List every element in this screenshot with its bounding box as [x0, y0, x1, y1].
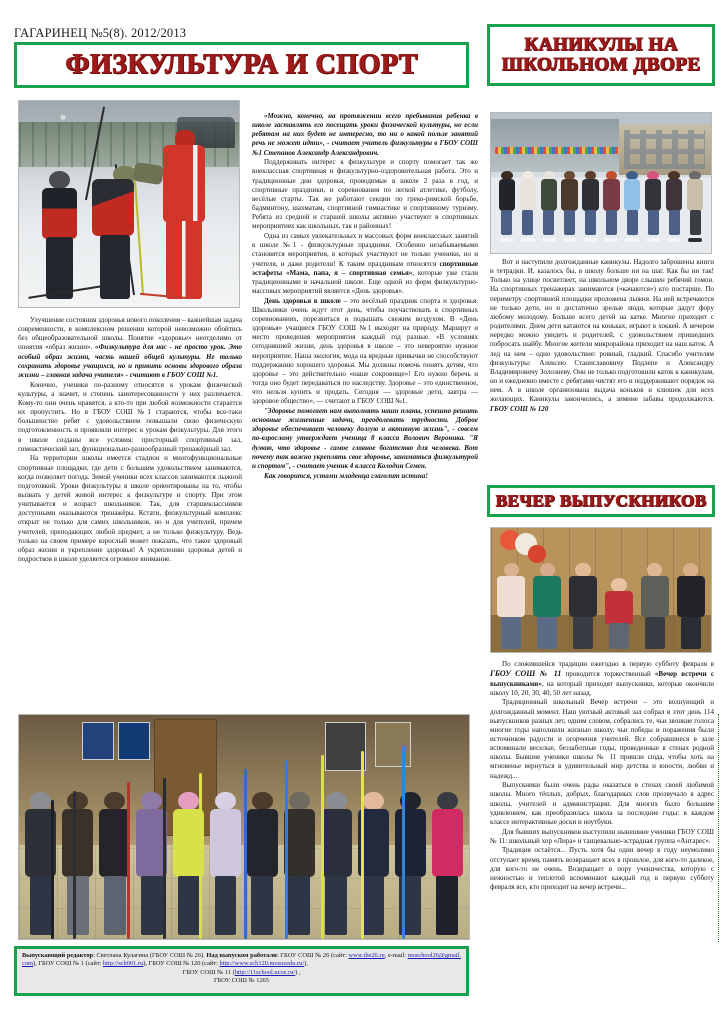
teacher-figure	[160, 130, 211, 299]
paragraph-quote: "Здоровье помогает нам выполнять наши планы, успешно решать основные жизненные задачи, преодолевать трудности. Доброе здоровье обеспечивает человеку долгую и активную жизнь", - совсем по-взрослому утверждает ученица 8 класса Волович Вероника. "Я думаю, что здоровье - самое главное богатство для человека. Вот почему так важно укреплять свое здоровье, заниматься физкультурой и спортом", - считает ученик 4 класса Колодин Семен.	[252, 407, 478, 470]
ski	[163, 778, 166, 939]
link-school11-site[interactable]: http://11school.ucoz.ru/	[234, 968, 296, 976]
headline-holidays-line2: ШКОЛЬНОМ ДВОРЕ	[501, 54, 701, 75]
garland-lights	[495, 147, 618, 154]
person-figure	[531, 563, 563, 650]
paragraph: День здоровья в школе – это весёлый праздник спорта и здоровья. Школьники очень ждут этот день, чтобы поучаствовать в спортивных соревнованиях, порезвиться и подышать свежим воздухом. В «День здоровья» учащиеся ГБОУ СОШ №1 выходят на природу. Маршрут и место проведения мероприятия каждый год разные. «В условиях сегодняшней жизни, день здоровья в школе – это невероятно нужное мероприятие. Наша экология, мода на вредные привычки не способствуют поддержанию хорошего здоровья. Мы должны помочь понять детям, что здоровье – это действительно «наше сокровище»! Его нужно беречь и тогда оно будет передаваться по наследству. Здоровье – это единственное, что нельзя купить и продать. Сегодня — здоровые дети, завтра — здоровое общество», — считают в ГБОУ СОШ №1.	[252, 296, 478, 406]
headline-banner-holidays	[487, 24, 715, 86]
headline-banner-sport	[14, 42, 469, 88]
skater-figure	[665, 171, 683, 241]
link-school120-site[interactable]: http://www.sch120.mosuzedu.ru/	[219, 960, 305, 968]
paragraph: По сложившейся традиции ежегодно в первую субботу февраля в ГБОУ СОШ № 11 проводится торжественный «Вечер встречи с выпускниками», на который приходят выпускники, которые окончили школу 10, 20, 30, 40, 50 лет назад.	[490, 660, 714, 697]
person-figure	[675, 563, 707, 650]
ski	[51, 800, 54, 939]
editor-label: Выпускающий редактор	[22, 952, 94, 959]
team-label: Над выпуском работали	[206, 952, 277, 959]
link-school26-site[interactable]: www.the26.ru	[348, 952, 385, 959]
paragraph-quote: «Можно, конечно, на протяжении всего пребывания ребенка в школе заставлять его посещать уроки физической культуры, но если ребятам на них будет не интересно, то ни о какой пользе занятий речь не может идти», - считает учитель физкультуры в ГБОУ СОШ №1 Степанов Александр Александрович.	[252, 112, 478, 157]
headline-sport-text: ФИЗКУЛЬТУРА И СПОРТ	[65, 49, 418, 81]
headline-banner-graduates	[487, 485, 715, 517]
ski	[244, 769, 247, 939]
page-edge-rule	[718, 714, 719, 942]
skater-figure	[602, 171, 620, 241]
skater-figure	[539, 171, 557, 241]
headline-holidays-line1: КАНИКУЛЫ НА	[524, 34, 678, 56]
skater-figure	[519, 171, 537, 241]
footer-line-3: ГБОУ СОШ № 1265	[213, 977, 270, 985]
ski	[402, 746, 405, 939]
paragraph: Традиция остаётся... Пусть хотя бы один вечер в году неумолимо отступает время, память возвращает всех в прошлое, для кого-то далекое, для кого-то не очень. Возвращает в пору ученичества, которую с нежностью и теплотой вспоминают каждый год в первую субботу февраля все, кто приходит на вечер встречи...	[490, 846, 714, 891]
masthead-issue-line: ГАГАРИНЕЦ №5(8). 2012/2013	[14, 26, 187, 40]
paragraph: Выпускники были очень рады оказаться в стенах своей любимой школы. Много тёплых, добрых, благодарных слов прозвучало в адрес школы, учителей и администрации. Для многих было большим удивлением, как преобразилась школа за последние годы: в каждом классе интерактивные доски и ноутбуки.	[490, 781, 714, 826]
person-figure	[567, 563, 599, 650]
footer-line-1: Выпускающий редактор: Светлана Кулагина (ГБОУ СОШ № 26). Над выпуском работали: ГБОУ СОШ № 26 (сайт: www.the26.ru, e-mail: moschool26@gmail.com), ГБОУ СОШ № 1 (сайт: http://sch001.ru), ГБОУ СОШ № 120 (сайт: http://www.sch120.mosuzedu.ru/),	[22, 952, 461, 968]
paragraph-quote: Как говорится, устами младенца глаголит истина!	[264, 471, 429, 480]
paragraph: Вот и наступили долгожданные каникулы. Надолго заброшены книги и тетрадки. И, казалось бы, в школу больше ни на шаг. Как бы ни так! Только на улице посветлеет, на школьном дворе слышен ребячий гомон. На спортивных тренажерах занимаются («качаются») кто постарше. По периметру спортивной площадки проложена лыжня. На ней встречаются не только дети, но и достаточно зрелые люди, которые дадут фору любому молодому. Больше всего детей на катке. Многие приходит с родителями. Днем дети катаются на коньках, играют в хоккей. А вечером нередко можно увидеть и родителей, с удовольствием пришедших побросать шайбу. Многие жители микрорайона приходит на наш каток. А лед на нем – одно удовольствие: ровный, гладкий. Спасибо учителям физкультуры: Алексею Станиславовичу Подлепе и Александру Владимировичу Золозневу. Они не только подготовили каток к каникулам, но и ежедневно вместе с ребятами чистят его и поддерживают порядок на нем. А в школе организована выдача коньков и клюшек для всех желающих. Каникулы закончились, а зимние забавы продолжаются. ГБОУ СОШ № 120	[490, 258, 714, 413]
ski	[321, 755, 324, 939]
article-column-left	[18, 316, 242, 565]
paragraph: Улучшение состояния здоровья нового поколения – важнейшая задача современности, в комплексном решении которой невозможно обойтись без общеобразовательной школы. Понятие «здоровье» неотделимо от понятия «образ жизни». «Физкультура для нас - не просто урок. Это особый образ жизни, часть нашей общей культуры. Не только сохранить здоровье учащихся, но и привить основы здорового образа жизни – главная задача учителя» - считают в ГБОУ СОШ №1.	[18, 316, 242, 379]
child-figure	[430, 792, 464, 935]
ski	[127, 782, 130, 939]
person-figure	[495, 563, 527, 650]
child-figure	[393, 792, 427, 935]
skater-figure	[623, 171, 641, 241]
headline-holidays-text	[502, 35, 701, 75]
photo-graduates-evening	[490, 527, 712, 653]
footer-line-2: ГБОУ СОШ № 11 (http://11school.ucoz.ru/) ,	[182, 968, 301, 976]
link-school1-site[interactable]: http://sch001.ru	[102, 960, 144, 968]
skater-figure	[560, 171, 578, 241]
team-value: : ГБОУ СОШ № 26 (сайт:	[276, 952, 349, 959]
child-figure	[208, 792, 242, 935]
headline-graduates-text: ВЕЧЕР ВЫПУСКНИКОВ	[495, 491, 707, 511]
paragraph: Для бывших выпускников выступили нынешние ученики ГБОУ СОШ № 11: школьный хор «Лира» и танцевально-эстрадная группа «Антарес».	[490, 827, 714, 845]
ski	[285, 760, 288, 939]
child-figure	[245, 792, 279, 935]
article-column-middle	[252, 112, 478, 481]
paragraph: Традиционный школьный Вечер встречи – это волнующий и долгожданный момент. Наш уютный актовый зал собрал в этот день 114 выпускников разных лет, одним словом, собрались те, чьи звонкие голоса многие годы наполнили жизнью школу, чьи победы и поражения были источником радости и огорчения учителей. Все собравшиеся в зале вспоминали веселые, беззаботные годы, проведенные в стенах родной школы. Бывшие ученики школы № 11 пришли сюда, чтобы хоть на мгновенье вернуться в удивительный мир детства и юности, любви и надежд...	[490, 698, 714, 780]
article-column-graduates	[490, 660, 714, 893]
photo-children-with-skis-content	[19, 715, 469, 939]
photo-skaters-on-rink	[490, 112, 712, 254]
link-school26-email[interactable]: moschool26@gmail.com	[22, 952, 461, 968]
footer-credits-box	[14, 946, 469, 996]
skater-figure	[686, 171, 704, 241]
ski	[361, 751, 364, 939]
graduates-group	[495, 555, 706, 649]
photo-children-with-skis	[18, 714, 470, 940]
school-signature: ГБОУ СОШ № 120	[490, 404, 549, 413]
student-figure	[41, 171, 78, 299]
ski	[199, 773, 202, 939]
photo-ski-lesson	[18, 100, 240, 308]
ski	[73, 791, 76, 939]
skater-figure	[644, 171, 662, 241]
child-figure	[603, 563, 635, 650]
paragraph: Поддерживать интерес к физкультуре и спорту помогает так же внеклассная спортивная и физкультурно-оздоровительная работа. Это и традиционные дни здоровья, проводимые в школе 2 раза в год, и спортивные праздники, и соревнования по легкой атлетике, футболу, весёлые старты. Так же работают секции по греко-римской борьбе, бадминтону, шахматам, спортивной гимнастике и спортивному туризму. Ребята из средней и старшей школы активно участвуют в спортивных мероприятиях как школьных, так и районных!	[252, 158, 478, 231]
person-figure	[639, 563, 671, 650]
paragraph: Одна из самых увлекательных и массовых форм внеклассных занятий в школе №1 - физкультурные праздники. Особенно незабываемыми становятся мероприятия, в которых участвуют не только ученики, но и учителя, и даже родители! К таким праздникам относятся спортивные эстафеты «Мама, папа, я – спортивная семья», которые уже стали традиционными в начальной школе. Еще одной из форм физкультурно-массовых мероприятий является «День здоровья».	[252, 232, 479, 295]
student-figure	[92, 163, 145, 299]
photo-ski-lesson-content	[19, 101, 239, 307]
paragraph: На территории школы имеется стадион и многофункциональные спортивные площадки, где дети с большим удовольствием занимаются, когда позволяет погода. Зимой ученики всех классов занимаются лыжной подготовкой. Уроки физкультуры в школе ориентированы на то, чтобы вызвать у детей живой интерес к физкультуре и спорту. При этом учитывается и возраст школьников. Так, для старшеклассников доступными оказываются тренажёры. Кстати, физкультурный комплекс открыт не только для самих школьников, но и для учителей, причем учителей, преподающих любой предмет, а не только физкультуру. Ведь только на своем примере взрослый может показать, что такое здоровый образ жизни и укрепление здоровья! А укреплению здоровья детей и подростков в школе уделяется огромное внимание.	[18, 454, 242, 564]
skaters-group	[498, 159, 705, 240]
photo-skaters-content	[491, 113, 711, 253]
editor-value: : Светлана Кулагина (ГБОУ СОШ № 26).	[93, 952, 207, 959]
photo-graduates-content	[491, 528, 711, 652]
child-figure	[319, 792, 353, 935]
skater-figure	[581, 171, 599, 241]
article-column-holidays	[490, 258, 714, 414]
child-figure	[60, 792, 94, 935]
skater-figure	[498, 171, 516, 241]
paragraph: Конечно, ученики по-разному относятся к урокам физической культуры, а значит, и степень заинтересованности у них различается. Кому-то они очень нравятся, а кто-то при любой возможности старается их пропустить. Но в ГБОУ СОШ №1 стараются, чтобы все-таки большинство ребят с удовольствием повышали свою физическую подготовленность и проявляли интерес к урокам физкультуры. Для этого в школе созданы все условия: просторный спортивный зал, гимнастический зал, функционально-разнообразный тренажёрный зал.	[18, 380, 242, 453]
